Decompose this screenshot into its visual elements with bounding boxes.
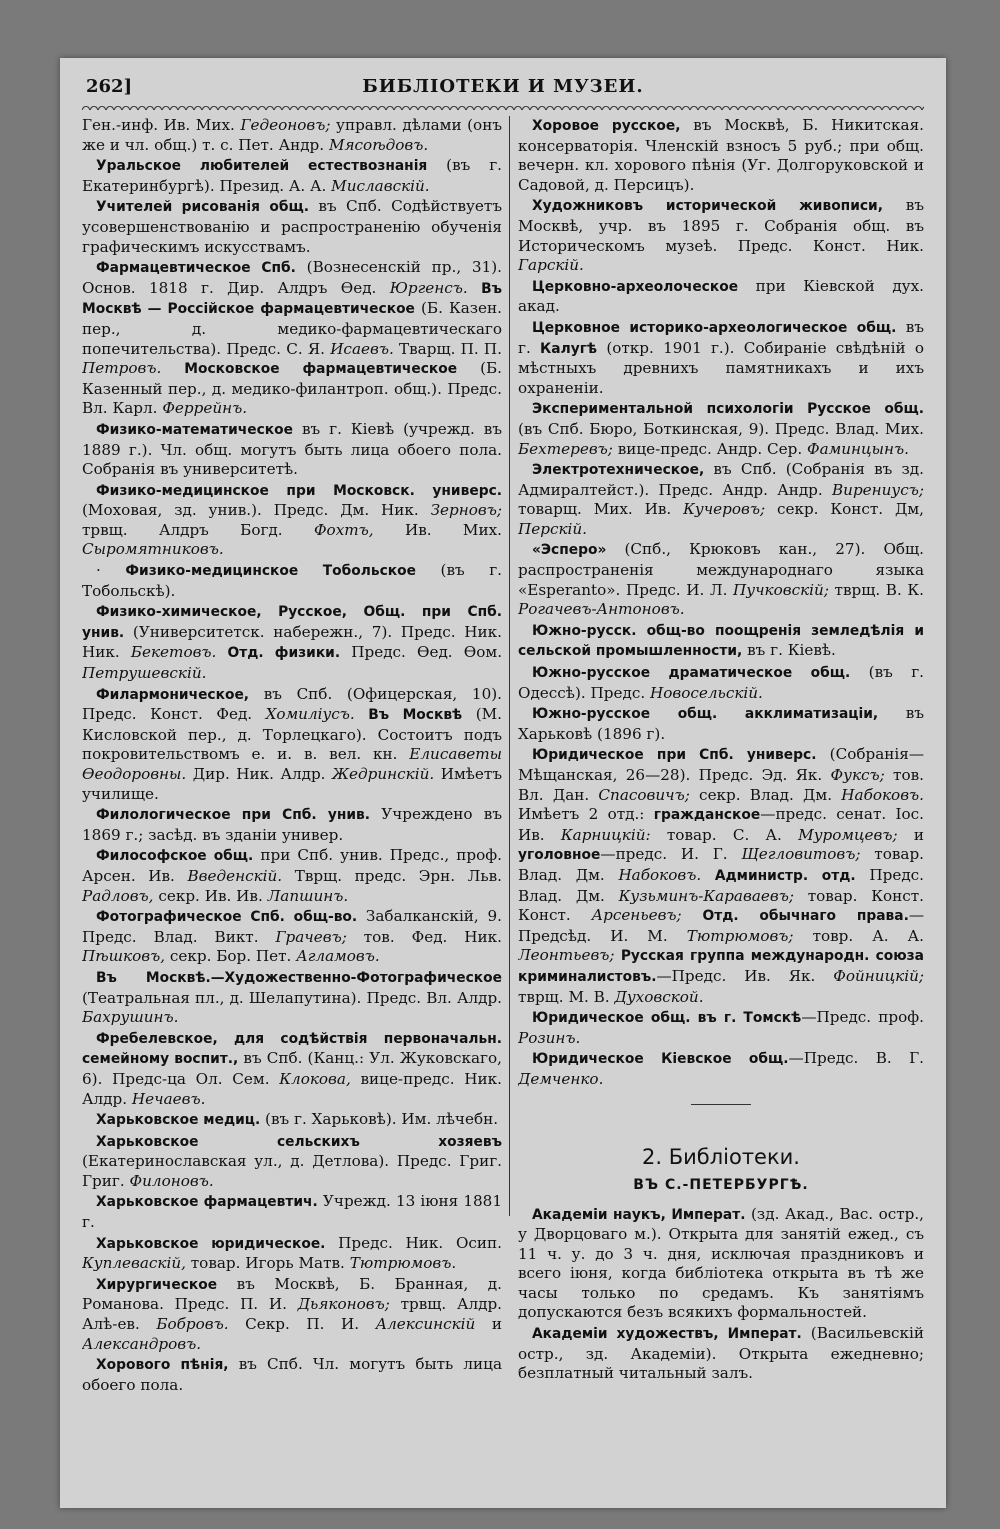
entry-text: трвщ. Алдръ Богд. <box>82 520 314 539</box>
entry-text: Предс. Ник. Осип. <box>325 1233 502 1252</box>
person-name: Перскій. <box>518 519 587 538</box>
entry-text: Предс. Влад. Дм. <box>518 865 924 905</box>
person-name: Филоновъ. <box>129 1171 214 1190</box>
entry-text: —Предсѣд. И. М. <box>518 906 924 945</box>
directory-entry <box>518 196 924 275</box>
person-name: Нечаевъ. <box>131 1089 206 1108</box>
directory-entry <box>82 481 502 560</box>
entry-text: Дир. Ник. Алдр. <box>186 765 332 783</box>
left-column <box>82 116 502 1494</box>
section-divider <box>691 1104 751 1105</box>
entry-heading: Русская группа международн. союза криминалистовъ. <box>518 948 924 985</box>
entry-heading: Физико-математическое <box>96 421 294 438</box>
entry-heading: Физико-медицинское Тобольское <box>125 563 416 580</box>
entry-heading: Въ Москвѣ — Россійское фармацевтическое <box>82 280 502 318</box>
entry-text: трвщ. Алдр. Алѣ-ев. <box>82 1295 502 1334</box>
entry-text: (откр. 1901 г.). Собираніе свѣдѣній о мѣстныхъ древнихъ памятникахъ и ихъ охраненіи. <box>518 338 924 397</box>
directory-entry <box>518 745 924 1007</box>
entry-text: · <box>96 561 126 580</box>
page-number: 262] <box>86 76 133 97</box>
person-name: Фойницкій; <box>833 966 924 985</box>
entry-text: и <box>897 825 924 844</box>
entry-text: тов. Вл. Дан. <box>518 766 924 804</box>
entry-heading: Экспериментальной психологіи Русское общ. <box>532 401 924 418</box>
directory-entry <box>82 1275 502 1354</box>
directory-entry <box>82 968 502 1028</box>
entry-text: (Б. Казенный пер., д. медико-филантроп. общ.). Предс. Вл. Карл. <box>82 359 502 418</box>
entry-text: секр. Бор. Пет. <box>165 947 297 966</box>
entry-text: товар. Конст. Конст. <box>518 886 924 925</box>
directory-entry <box>82 1234 502 1274</box>
person-name: Хомиліусъ. <box>265 705 355 724</box>
entry-text: въ г. Кіевѣ (учрежд. въ 1889 г.). Чл. общ. могутъ быть лица обоего пола. Собранія въ университетѣ. <box>82 419 502 479</box>
directory-entry <box>518 277 924 317</box>
person-name: Набоковъ. <box>841 785 924 804</box>
person-name: Бобровъ. <box>156 1315 229 1334</box>
person-name: Миславскій. <box>331 176 430 195</box>
entry-text: (зд. Акад., Вас. остр., у Дворцоваго м.). Открыта для занятій ежед., съ 11 ч. у. до 3 ч. дня, исключая праздниковъ и всего іюня, когда библіотека открыта въ тѣ же часы только по средамъ. Къ занятіямъ допускаются безъ всякихъ формальностей. <box>518 1204 924 1322</box>
entry-text: (въ г. Харьковѣ). Им. лѣчебн. <box>260 1110 499 1129</box>
person-name: Вирениусъ; <box>832 480 924 499</box>
directory-entry <box>82 258 502 419</box>
person-name: Щегловитовъ; <box>741 845 861 864</box>
entry-text: управл. дѣлами (онъ же и чл. общ.) т. с. Пет. Андр. <box>82 116 502 154</box>
entry-heading: Въ Москвѣ.—Художественно-Фотографическое <box>96 969 502 986</box>
entry-heading: Харьковское юридическое. <box>96 1235 326 1252</box>
entry-heading: Филармоническое, <box>96 686 250 703</box>
entry-heading: Церковное историко-археологическое общ. <box>532 319 897 336</box>
directory-entry <box>518 704 924 744</box>
directory-entry <box>518 663 924 703</box>
directory-entry <box>518 1205 924 1324</box>
entry-text: при Спб. унив. Предс., проф. Арсен. Ив. <box>82 846 502 885</box>
entry-heading: Харьковское фармацевтич. <box>96 1194 318 1211</box>
directory-entry <box>82 156 502 196</box>
entry-heading: Южно-русск. общ-во поощренія земледѣлія и сельской промышленности, <box>518 622 924 660</box>
directory-entry <box>82 116 502 155</box>
person-name: Новосельскій. <box>650 683 763 702</box>
entry-text: —предс. сенат. Іос. Ив. <box>518 805 924 844</box>
entry-text: Учреждено въ 1869 г.; засѣд. въ зданіи универ. <box>82 805 502 844</box>
entry-text <box>701 866 715 884</box>
running-title: БИБЛІОТЕКИ И МУЗЕИ. <box>362 76 644 97</box>
person-name: Гедеоновъ; <box>240 116 331 134</box>
directory-entry <box>518 318 924 398</box>
column-divider <box>509 116 510 1216</box>
entry-text: (М. Кисловской пер., д. Торлецкаго). Состоитъ подъ покровительствомъ е. и. в. вел. кн. <box>82 705 502 764</box>
person-name: Зерновъ; <box>430 501 502 520</box>
directory-entry <box>518 621 924 662</box>
entry-heading: гражданское <box>653 807 761 824</box>
entry-text: (Вознесенскій пр., 31). Основ. 1818 г. Дир. Алдръ Ѳед. <box>82 258 502 297</box>
right-column <box>518 116 924 1494</box>
section-title: 2. Библіотеки. <box>642 1144 800 1169</box>
person-name: Карницкій: <box>560 825 651 844</box>
entry-text: въ г. Кіевѣ. <box>742 641 836 660</box>
person-name: Духовской. <box>614 987 704 1006</box>
person-name: Лапшинъ. <box>267 886 349 905</box>
entry-heading: Философское общ. <box>96 848 254 865</box>
person-name: Кузьминъ-Караваевъ; <box>618 886 794 905</box>
book-page <box>60 58 946 1508</box>
person-name: Введенскій. <box>187 866 283 885</box>
entry-heading: Въ Москвѣ <box>368 707 463 724</box>
person-name: Жедринскій. <box>331 765 435 783</box>
person-name: Фуксъ; <box>830 766 885 784</box>
entry-heading: Физико-медицинское при Московск. универс. <box>96 482 502 499</box>
entry-text <box>216 643 227 661</box>
person-name: Гарскій. <box>518 256 584 275</box>
entry-text: —Предс. В. Г. <box>788 1049 924 1068</box>
person-name: Бахрушинъ. <box>82 1008 179 1027</box>
directory-entry <box>82 685 502 805</box>
entry-text <box>355 705 368 723</box>
entry-text: въ Спб. (Собранія въ зд. Адмиралтейст.). Предс. Андр. Андр. <box>518 460 924 499</box>
person-name: Леонтьевъ; <box>518 946 615 965</box>
person-name: Куплеваскій, <box>82 1254 186 1273</box>
entry-text: Секр. П. И. <box>228 1315 376 1334</box>
entry-text: въ г. <box>518 317 924 357</box>
entry-text: товарщ. Мих. Ив. <box>518 500 684 519</box>
directory-entry <box>82 805 502 845</box>
entry-text: и <box>475 1315 502 1334</box>
person-name: Феррейнъ. <box>162 399 248 418</box>
person-name: Фохтъ, <box>313 520 374 539</box>
entry-text: (Екатеринославская ул., д. Детлова). Предс. Григ. Григ. <box>82 1152 502 1190</box>
entry-text: тврщ. М. В. <box>518 987 615 1006</box>
text-columns <box>82 116 924 1494</box>
entry-heading: Калугѣ <box>540 340 598 357</box>
entry-text: секр. Конст. Дм, <box>765 500 924 519</box>
person-name: Тютрюмовъ. <box>349 1254 457 1273</box>
entry-text: въ Москвѣ, Б. Бранная, д. Романова. Предс. П. И. <box>82 1274 502 1314</box>
person-name: Юргенсъ. <box>389 278 468 297</box>
person-name: Кучеровъ; <box>683 500 766 519</box>
entry-text: Учрежд. 13 іюня 1881 г. <box>82 1192 502 1232</box>
directory-entry <box>518 116 924 195</box>
directory-entry <box>518 1008 924 1048</box>
entry-heading: Фармацевтическое Спб. <box>96 260 296 277</box>
entry-text: Тварщ. П. П. <box>393 339 502 358</box>
entry-text: въ Спб. Чл. могутъ быть лица обоего пола. <box>82 1355 502 1394</box>
entry-text: тов. Фед. Ник. <box>346 927 502 946</box>
person-name: Бехтеревъ; <box>518 439 613 458</box>
person-name: Арсеньевъ; <box>591 906 682 925</box>
entry-heading: Хирургическое <box>96 1276 218 1293</box>
entry-text: въ Спб. (Офицерская, 10). Предс. Конст. Фед. <box>82 684 502 724</box>
person-name: Пучковскій; <box>733 580 829 599</box>
entry-text: товар. Влад. Дм. <box>518 845 924 884</box>
entry-heading: Южно-русское общ. акклиматизаціи, <box>532 706 879 723</box>
entry-text: (Спб., Крюковъ кан., 27). Общ. распространенія международнаго языка «Esperanto». Предс. И. Л. <box>518 540 924 599</box>
entry-text: вице-предс. Андр. Сер. <box>612 439 807 458</box>
directory-entry <box>518 399 924 459</box>
entry-text: при Кіевской дух. акад. <box>518 276 924 316</box>
entry-text: (въ г. Екатеринбургѣ). Презид. А. А. <box>82 156 502 195</box>
entry-text: (Васильевскій остр., зд. Академіи). Открыта ежедневно; безплатный читальный залъ. <box>518 1324 924 1383</box>
entry-heading: Юридическое Кіевское общ. <box>532 1051 789 1068</box>
person-name: Грачевъ; <box>275 927 347 946</box>
person-name: Розинъ. <box>518 1028 581 1047</box>
entry-text: (Б. Казен. пер., д. медико-фармацевтическаго попечительства). Предс. С. Я. <box>82 299 502 358</box>
entry-heading: Отд. физики. <box>227 645 341 662</box>
entry-heading: Академіи наукъ, Императ. <box>532 1206 746 1223</box>
entry-text: въ Спб. Содѣйствуетъ усовершенствованію и распространенію обученія графическимъ искусствамъ. <box>82 197 502 256</box>
entry-heading: Академіи художествъ, Императ. <box>532 1326 802 1343</box>
entry-text: товр. А. А. <box>793 926 924 945</box>
entry-text: въ Москвѣ, учр. въ 1895 г. Собранія общ. въ Историческомъ музеѣ. Предс. Конст. Ник. <box>518 196 924 255</box>
entry-heading: Отд. обычнаго права. <box>702 908 909 925</box>
entry-text <box>468 279 481 297</box>
entry-text: тврщ. В. К. <box>828 580 924 599</box>
entry-text: (Театральная пл., д. Шелапутина). Предс. Вл. Алдр. <box>82 988 502 1007</box>
entry-heading: Электротехническое, <box>532 462 705 479</box>
entry-text: —предс. И. Г. <box>600 845 742 864</box>
entry-text: (Собранія—Мѣщанская, 26—28). Предс. Эд. Як. <box>518 745 924 784</box>
directory-entry <box>82 420 502 480</box>
entry-heading: уголовное <box>518 847 601 864</box>
entry-text: —Предс. проф. <box>801 1008 924 1027</box>
person-name: Пѣшковъ, <box>82 947 166 966</box>
directory-entry <box>518 540 924 619</box>
entry-text: Предс. Ѳед. Ѳом. <box>340 643 502 662</box>
entry-text: —Предс. Ив. Як. <box>656 966 834 985</box>
entry-text <box>682 906 703 924</box>
entry-heading: Харьковское медиц. <box>96 1112 261 1129</box>
entry-text: въ Харьковѣ (1896 г). <box>518 704 924 743</box>
library-entries <box>518 1205 924 1384</box>
entry-text: (Университетск. набережн., 7). Предс. Ник. Ник. <box>82 622 502 662</box>
entry-heading: Харьковское сельскихъ хозяевъ <box>96 1133 502 1150</box>
directory-entry <box>518 1324 924 1384</box>
directory-entry <box>82 561 502 601</box>
directory-entry <box>82 602 502 683</box>
person-name: Спасовичъ; <box>598 785 690 804</box>
person-name: Бекетовъ. <box>130 643 217 662</box>
section-subtitle: ВЪ С.-ПЕТЕРБУРГѢ. <box>633 1176 809 1193</box>
entry-heading: Учителей рисованія общ. <box>96 199 309 216</box>
person-name: Муромцевъ; <box>798 825 898 844</box>
entry-heading: Юридическое при Спб. универс. <box>532 747 817 764</box>
directory-entry <box>82 1192 502 1232</box>
directory-entry <box>82 1029 502 1109</box>
person-name: Тютрюмовъ; <box>686 926 794 945</box>
person-name: Рогачевъ-Антоновъ. <box>518 600 685 619</box>
person-name: Демченко. <box>518 1069 604 1088</box>
person-name: Петрушевскій. <box>82 664 207 683</box>
entry-text: секр. Влад. Дм. <box>689 785 842 804</box>
entry-text: товар. С. А. <box>650 825 799 844</box>
directory-entry <box>518 460 924 539</box>
person-name: Александровъ. <box>82 1334 202 1353</box>
entry-heading: Юридическое общ. въ г. Томскѣ <box>532 1010 802 1027</box>
directory-entry <box>82 1132 502 1192</box>
directory-entry <box>82 907 502 967</box>
entry-text: въ Москвѣ, Б. Никитская. консерваторія. Членскій взносъ 5 руб.; при общ. вечерн. кл. хорового пѣнія (Уг. Долгоруковской и Садовой, д. Персицъ). <box>518 116 924 194</box>
entry-text: вице-предс. Ник. Алдр. <box>82 1069 502 1108</box>
header-wavy-rule <box>82 102 924 110</box>
person-name: Исаевъ. <box>330 339 394 358</box>
entry-text: товар. Игорь Матв. <box>185 1254 350 1273</box>
person-name: Агламовъ. <box>296 947 380 966</box>
person-name: Мясоѣдовъ. <box>328 135 429 154</box>
person-name: Петровъ. <box>82 359 162 378</box>
entry-text: Тврщ. предс. Эрн. Льв. <box>282 866 502 885</box>
person-name: Клокова, <box>279 1069 351 1088</box>
entry-heading: Художниковъ исторической живописи, <box>532 198 883 215</box>
entry-text: Имѣетъ училище. <box>82 765 502 803</box>
entry-heading: Филологическое при Спб. унив. <box>96 807 371 824</box>
entry-heading: Церковно-археолоческое <box>532 278 739 295</box>
person-name: Алексинскій <box>375 1315 476 1334</box>
entry-text: (въ г. Тобольскѣ). <box>82 561 502 600</box>
entry-heading: Хоровое русское, <box>532 118 681 134</box>
person-name: Набоковъ. <box>618 865 702 884</box>
entry-heading: Фотографическое Спб. общ-во. <box>96 909 358 926</box>
entry-heading: Хорового пѣнія, <box>96 1357 229 1374</box>
person-name: Сыромятниковъ. <box>82 540 224 559</box>
entry-heading: Южно-русское драматическое общ. <box>532 665 851 682</box>
entry-heading: Московское фармацевтическое <box>184 361 458 378</box>
directory-entry <box>82 846 502 906</box>
entry-text: Имѣетъ 2 отд.: <box>518 805 654 824</box>
directory-entry <box>82 197 502 257</box>
entry-heading: Уральское любителей естествознанія <box>96 158 428 175</box>
entry-heading: Администр. отд. <box>714 867 856 884</box>
person-name: Дьяконовъ; <box>297 1295 390 1314</box>
directory-entry <box>518 1049 924 1089</box>
entry-text: въ Спб. (Канц.: Ул. Жуковскаго, 6). Предс-ца Ол. Сем. <box>82 1049 502 1088</box>
entry-text <box>161 359 184 377</box>
person-name: Елисаветы Ѳеодоровны. <box>82 745 502 783</box>
entry-heading: Фребелевское, для содѣйствія первоначальн. семейному воспит., <box>82 1030 502 1068</box>
page-header <box>82 74 924 104</box>
entry-text: Ив. Мих. <box>373 520 502 539</box>
entry-text: Ген.-инф. Ив. Мих. <box>82 116 241 134</box>
person-name: Фаминцынъ. <box>806 439 909 458</box>
entry-text: Забалканскій, 9. Предс. Влад. Викт. <box>82 907 502 946</box>
entry-text: секр. Ив. Ив. <box>153 886 268 905</box>
entry-heading: Физико-химическое, Русское, Общ. при Спб. унив. <box>82 604 502 641</box>
directory-entry <box>82 1110 502 1131</box>
right-column-entries <box>518 116 924 1090</box>
directory-entry <box>82 1355 502 1395</box>
entry-text: (въ Спб. Бюро, Боткинская, 9). Предс. Влад. Мих. <box>518 419 924 438</box>
entry-text: (Моховая, зд. унив.). Предс. Дм. Ник. <box>82 501 431 520</box>
entry-heading: «Эсперо» <box>532 542 607 559</box>
person-name: Радловъ, <box>82 886 154 905</box>
entry-text: (въ г. Одессѣ). Предс. <box>518 663 924 702</box>
